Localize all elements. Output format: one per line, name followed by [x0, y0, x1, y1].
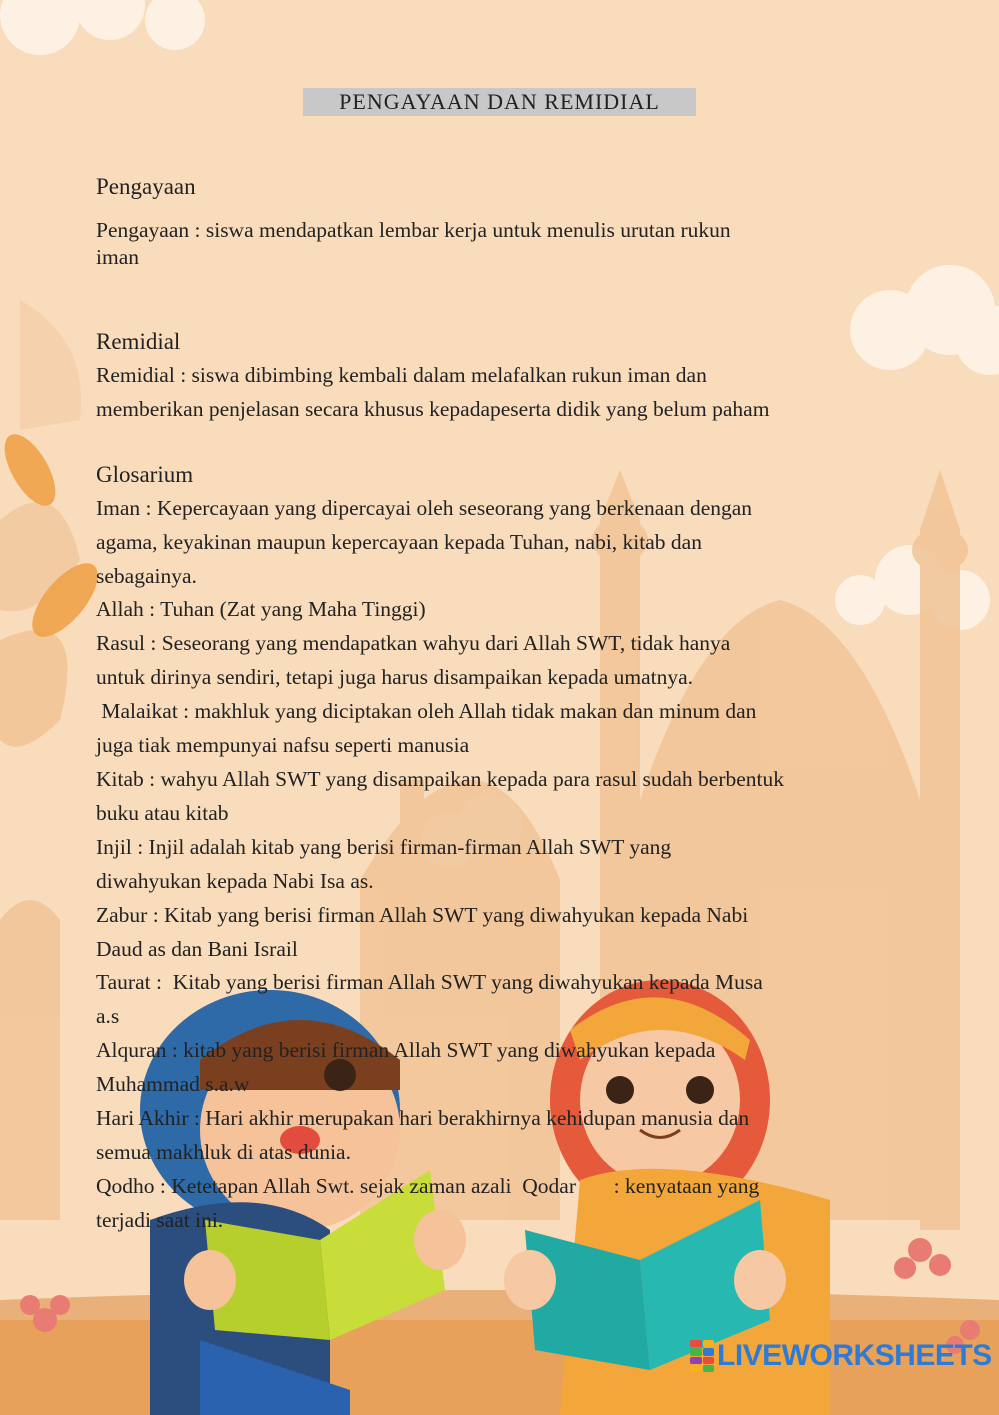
liveworksheets-logo-icon: [690, 1340, 714, 1372]
glossary-line: Qodho : Ketetapan Allah Swt. sejak zaman azali Qodar : kenyataan yang: [96, 1174, 760, 1198]
page-title: PENGAYAAN DAN REMIDIAL: [303, 88, 696, 116]
remidial-line-1: Remidial : siswa dibimbing kembali dalam melafalkan rukun iman dan: [96, 363, 707, 387]
glossary-line: agama, keyakinan maupun kepercayaan kepada Tuhan, nabi, kitab dan: [96, 530, 702, 554]
liveworksheets-logo[interactable]: [690, 1338, 992, 1374]
glossary-line: Injil : Injil adalah kitab yang berisi firman-firman Allah SWT yang: [96, 835, 672, 859]
glossary-line: juga tiak mempunyai nafsu seperti manusia: [96, 733, 470, 757]
glossary-line: sebagainya.: [96, 564, 197, 588]
pengayaan-heading: Pengayaan: [96, 174, 196, 199]
remidial-heading: Remidial: [96, 329, 181, 354]
glossary-line: Allah : Tuhan (Zat yang Maha Tinggi): [96, 597, 426, 621]
remidial-line-2: memberikan penjelasan secara khusus kepadapeserta didik yang belum paham: [96, 397, 770, 421]
glossary-line: Malaikat : makhluk yang diciptakan oleh Allah tidak makan dan minum dan: [96, 699, 757, 723]
glossary-line: Zabur : Kitab yang berisi firman Allah SWT yang diwahyukan kepada Nabi: [96, 903, 749, 927]
glosarium-heading: Glosarium: [96, 462, 194, 487]
glossary-line: a.s: [96, 1004, 120, 1028]
glossary-line: Muhammad s.a.w: [96, 1072, 250, 1096]
glossary-line: Iman : Kepercayaan yang dipercayai oleh seseorang yang berkenaan dengan: [96, 496, 753, 520]
glossary-line: Rasul : Seseorang yang mendapatkan wahyu dari Allah SWT, tidak hanya: [96, 631, 731, 655]
liveworksheets-brand: LIVEWORKSHEETS: [717, 1339, 992, 1372]
glossary-line: terjadi saat ini.: [96, 1208, 224, 1232]
glossary-line: Taurat : Kitab yang berisi firman Allah SWT yang diwahyukan kepada Musa: [96, 970, 763, 994]
glossary-line: Hari Akhir : Hari akhir merupakan hari berakhirnya kehidupan manusia dan: [96, 1106, 750, 1130]
glossary-line: buku atau kitab: [96, 801, 229, 825]
glossary-line: untuk dirinya sendiri, tetapi juga harus disampaikan kepada umatnya.: [96, 665, 694, 689]
glossary-line: Daud as dan Bani Israil: [96, 937, 298, 961]
glossary-line: diwahyukan kepada Nabi Isa as.: [96, 869, 374, 893]
glossary-line: Kitab : wahyu Allah SWT yang disampaikan kepada para rasul sudah berbentuk: [96, 767, 785, 791]
glossary-line: semua makhluk di atas dunia.: [96, 1140, 351, 1164]
pengayaan-line-1: Pengayaan : siswa mendapatkan lembar kerja untuk menulis urutan rukun: [96, 218, 731, 242]
glossary-line: Alquran : kitab yang berisi firman Allah SWT yang diwahyukan kepada: [96, 1038, 716, 1062]
pengayaan-line-2: iman: [96, 245, 139, 269]
